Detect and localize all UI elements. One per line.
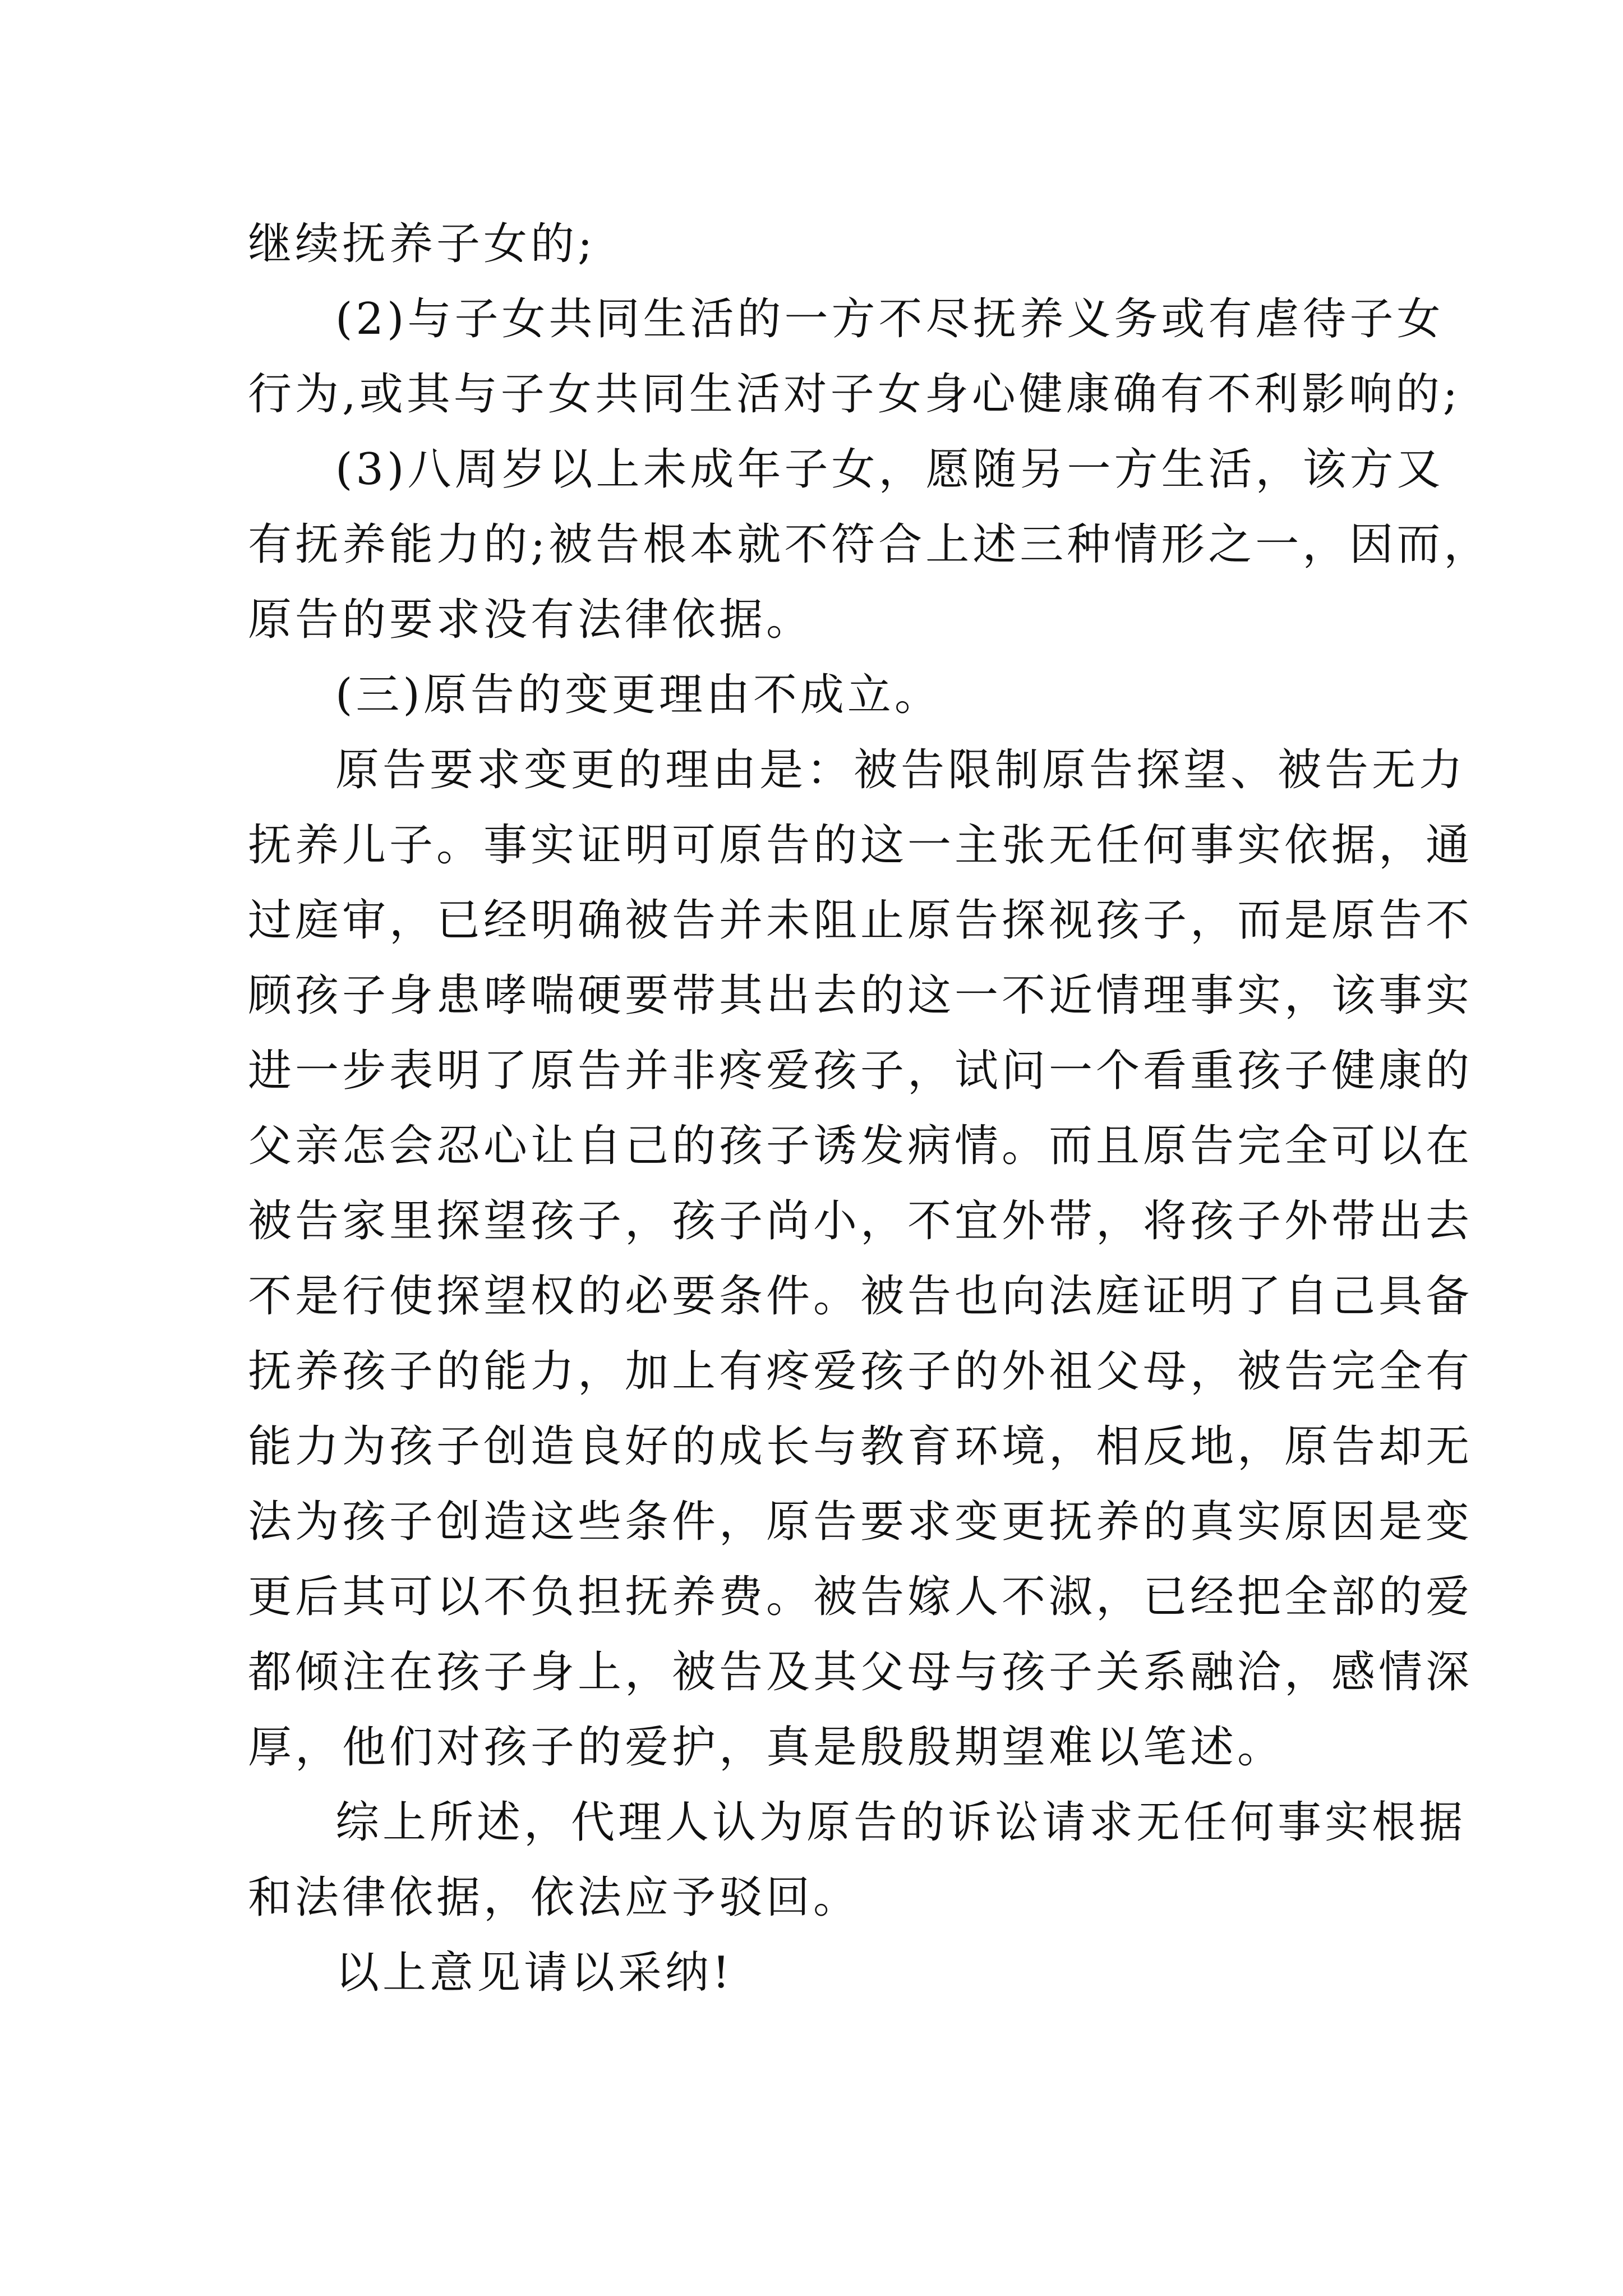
text-line: 原告要求变更的理由是：被告限制原告探望、被告无力 (335, 745, 1467, 795)
text-line: 继续抚养子女的; (248, 219, 596, 269)
text-line: 原告的要求没有法律依据。 (248, 595, 814, 645)
text-line: (3)八周岁以上未成年子女，愿随另一方生活，该方又 (335, 444, 1444, 495)
text-line: 进一步表明了原告并非疼爱孩子，试问一个看重孩子健康的 (248, 1046, 1473, 1096)
text-line: 顾孩子身患哮喘硬要带其出去的这一不近情理事实，该事实 (248, 970, 1473, 1021)
text-line: 父亲怎会忍心让自己的孩子诱发病情。而且原告完全可以在 (248, 1121, 1473, 1171)
section-heading: (三)原告的变更理由不成立。 (335, 670, 942, 720)
text-line: 和法律依据，依法应予驳回。 (248, 1872, 861, 1923)
text-line: 法为孩子创造这些条件，原告要求变更抚养的真实原因是变 (248, 1497, 1473, 1547)
text-line: 都倾注在孩子身上，被告及其父母与孩子关系融洽，感情深 (248, 1647, 1473, 1697)
closing-line: 以上意见请以采纳! (335, 1948, 734, 1998)
text-line: 抚养孩子的能力，加上有疼爱孩子的外祖父母，被告完全有 (248, 1346, 1473, 1397)
document-body (248, 206, 1491, 2010)
text-line: 更后其可以不负担抚养费。被告嫁人不淑，已经把全部的爱 (248, 1572, 1473, 1622)
text-line: 厚，他们对孩子的爱护，真是殷殷期望难以笔述。 (248, 1722, 1285, 1773)
text-line: 综上所述，代理人认为原告的诉讼请求无任何事实根据 (335, 1797, 1467, 1848)
text-line: 有抚养能力的;被告根本就不符合上述三种情形之一，因而， (248, 519, 1491, 570)
text-line: 行为,或其与子女共同生活对子女身心健康确有不利影响的; (248, 369, 1461, 420)
text-line: 抚养儿子。事实证明可原告的这一主张无任何事实依据，通 (248, 820, 1473, 871)
text-line: 不是行使探望权的必要条件。被告也向法庭证明了自己具备 (248, 1271, 1473, 1322)
text-line: 过庭审，已经明确被告并未阻止原告探视孩子，而是原告不 (248, 895, 1473, 946)
text-line: 被告家里探望孩子，孩子尚小，不宜外带，将孩子外带出去 (248, 1196, 1473, 1246)
text-line: 能力为孩子创造良好的成长与教育环境，相反地，原告却无 (248, 1421, 1473, 1472)
text-line: (2)与子女共同生活的一方不尽抚养义务或有虐待子女 (335, 294, 1444, 344)
